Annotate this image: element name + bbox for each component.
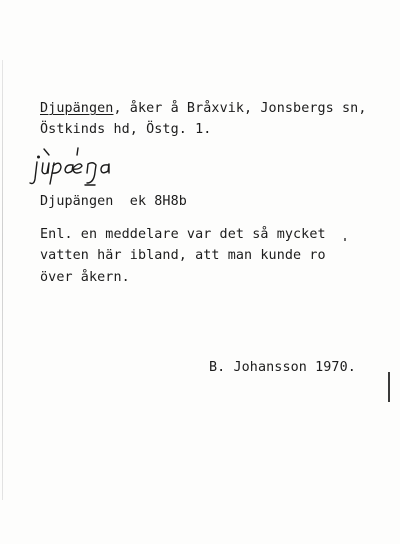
- map-reference: Djupängen ek 8H8b: [40, 194, 187, 209]
- note-line-2: vatten här ibland, att man kunde ro: [40, 248, 326, 263]
- ink-speck: [344, 238, 346, 241]
- card-right-edge-mark: [388, 372, 390, 402]
- note-line-3: över åkern.: [40, 270, 130, 285]
- district-line: Östkinds hd, Östg. 1.: [40, 122, 212, 137]
- header-rest: , åker å Bråxvik, Jonsbergs sn,: [113, 101, 367, 116]
- header-line: [40, 101, 367, 117]
- card-left-edge: [2, 60, 3, 500]
- signature: B. Johansson 1970.: [209, 360, 356, 375]
- phonetic-handwriting: [30, 146, 170, 196]
- place-name-underlined: Djupängen: [40, 101, 114, 116]
- phonetic-transcription: [30, 146, 170, 196]
- note-line-1: Enl. en meddelare var det så mycket: [40, 227, 326, 242]
